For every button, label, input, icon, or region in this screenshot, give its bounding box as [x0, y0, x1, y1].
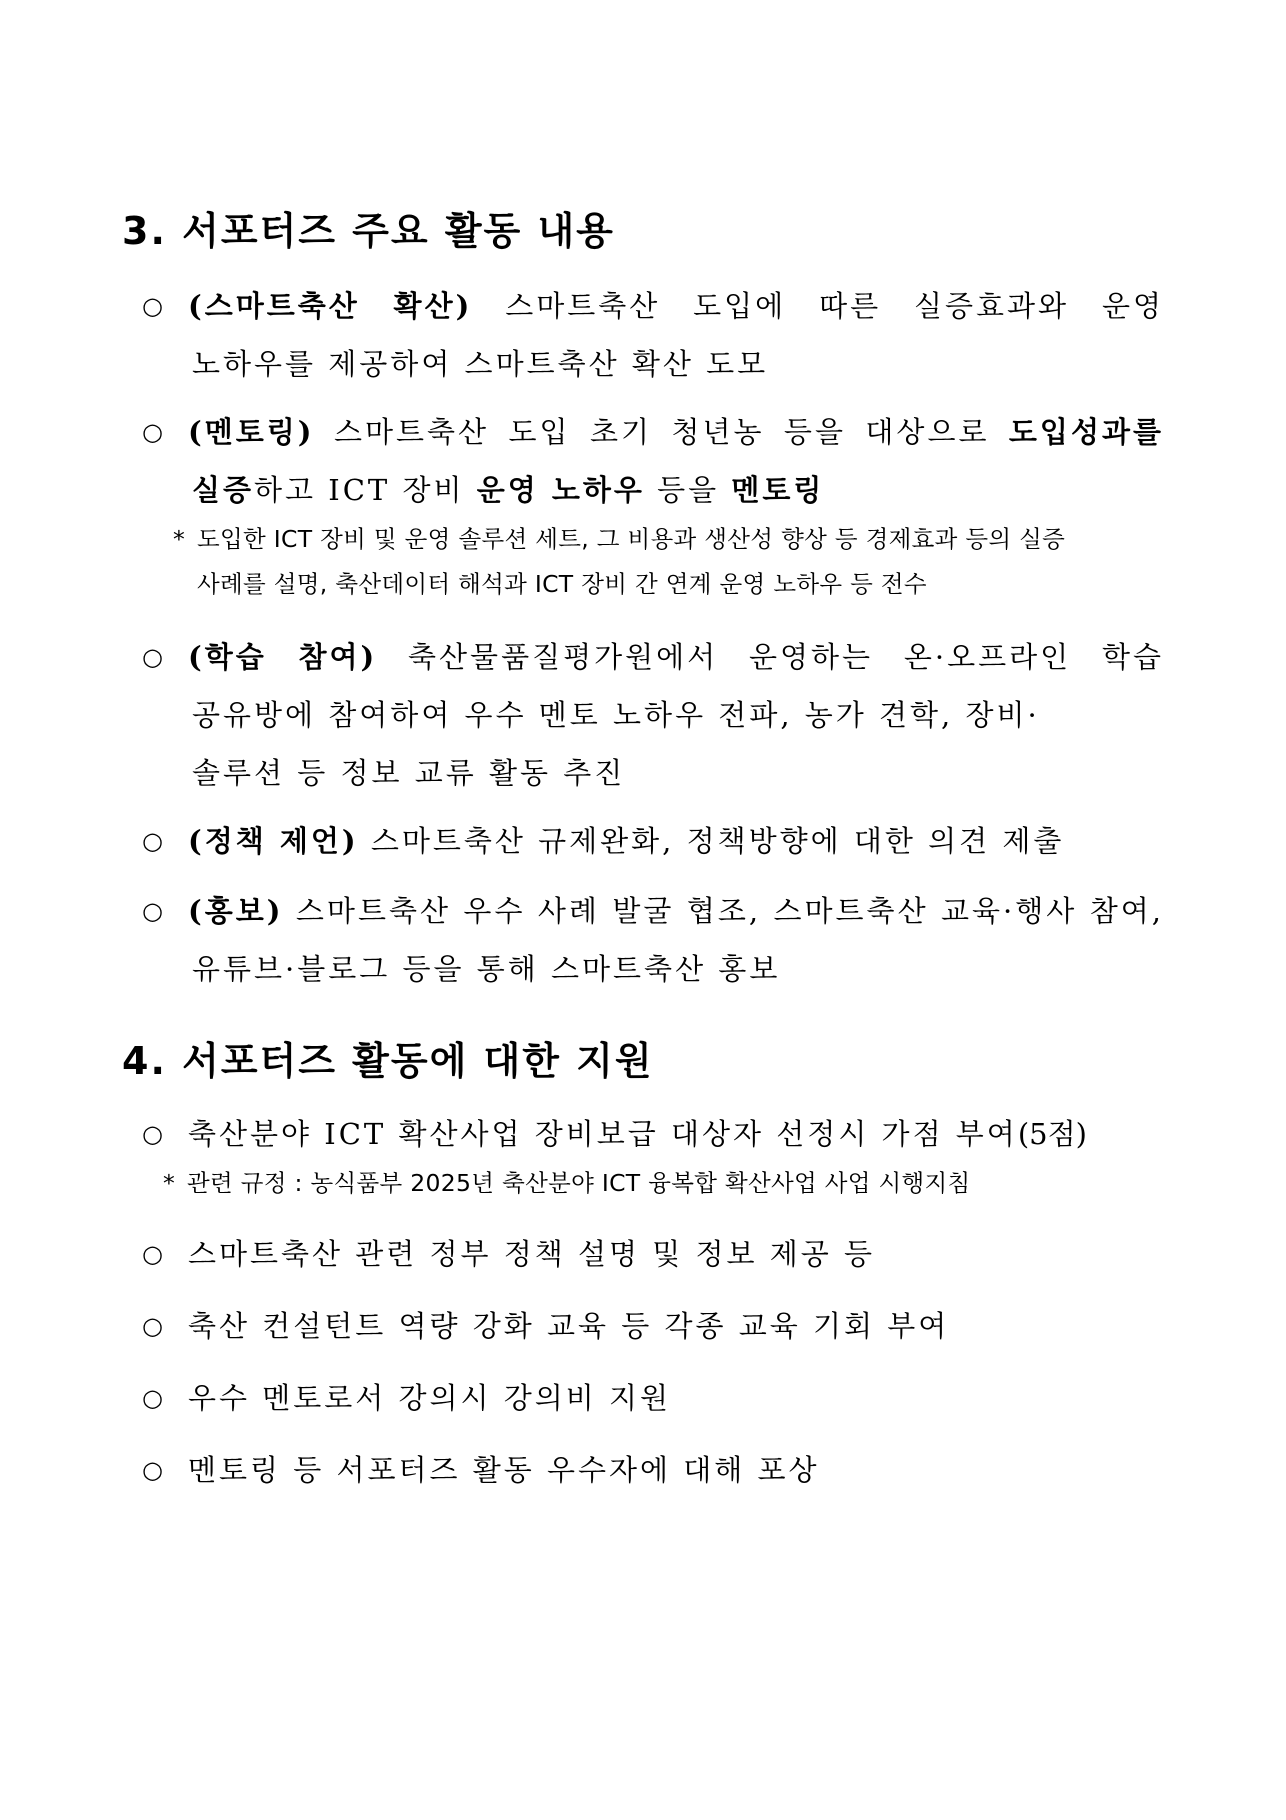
item-text: 축산물품질평가원에서 운영하는 온·오프라인 학습 [377, 640, 1164, 674]
section-3-item-promotion [142, 882, 1164, 998]
item-lead: (학습 참여) [188, 640, 378, 674]
item-line-3: 솔루션 등 정보 교류 활동 추진 [192, 756, 626, 790]
item-line-2 [142, 461, 1164, 519]
item-line-1 [142, 1105, 1164, 1163]
item-text: 스마트축산 규제완화, 정책방향에 대한 의견 제출 [358, 824, 1065, 858]
section-4-heading: 4. 서포터즈 활동에 대한 지원 [122, 1039, 654, 1083]
item-text: 스마트축산 관련 정부 정책 설명 및 정보 제공 등 [188, 1237, 876, 1271]
item-emphasis: 운영 노하우 [476, 473, 645, 507]
section-3-item-learning [142, 628, 1164, 802]
item-line-1 [142, 1369, 1164, 1427]
item-emphasis: 실증 [192, 473, 255, 507]
item-line-2: 노하우를 제공하여 스마트축산 확산 도모 [192, 347, 769, 381]
item-lead: (홍보) [188, 894, 284, 928]
item-text: 스마트축산 우수 사례 발굴 협조, 스마트축산 교육·행사 참여, [283, 894, 1164, 928]
mentoring-footnote [173, 516, 1065, 563]
item-line-1 [142, 1441, 1164, 1499]
item-line-1 [142, 1297, 1164, 1355]
item-suffix: (5점) [1017, 1117, 1087, 1151]
footnote-text: 도입한 ICT 장비 및 운영 솔루션 세트, 그 비용과 생산성 향상 등 경제효과 등의 실증 [197, 525, 1066, 553]
item-line-1 [142, 882, 1164, 940]
item-line-1 [142, 403, 1164, 461]
item-line-1 [142, 812, 1164, 870]
item-emphasis: 멘토링 [731, 473, 825, 507]
item-line-1 [142, 1225, 1164, 1283]
section-4-item-award [142, 1441, 1164, 1499]
bullet-circle-icon: ○ [142, 1120, 166, 1148]
bullet-circle-icon: ○ [142, 292, 166, 320]
footnote-asterisk: * [173, 525, 186, 553]
item-lead: (멘토링) [188, 415, 315, 449]
item-line-1 [142, 277, 1164, 335]
item-text: 멘토링 등 서포터즈 활동 우수자에 대해 포상 [188, 1453, 820, 1487]
bonus-points-footnote [163, 1160, 971, 1207]
section-4-item-policy-info [142, 1225, 1164, 1283]
item-text: 우수 멘토로서 강의시 강의비 지원 [188, 1381, 672, 1415]
item-lead: (스마트축산 확산) [188, 289, 473, 323]
bullet-circle-icon: ○ [142, 827, 166, 855]
item-emphasis: 도입성과를 [1008, 415, 1164, 449]
item-line-1 [142, 628, 1164, 686]
bullet-circle-icon: ○ [142, 643, 166, 671]
item-line-2: 유튜브·블로그 등을 통해 스마트축산 홍보 [192, 952, 781, 986]
section-4-item-education [142, 1297, 1164, 1355]
item-text: 축산분야 ICT 확산사업 장비보급 대상자 선정시 가점 부여 [188, 1117, 1018, 1151]
section-3-item-smart-livestock [142, 277, 1164, 393]
bullet-circle-icon: ○ [142, 1456, 166, 1484]
item-line-2: 공유방에 참여하여 우수 멘토 노하우 전파, 농가 견학, 장비· [192, 698, 1040, 732]
item-text: 스마트축산 도입에 따른 실증효과와 운영 [472, 289, 1164, 323]
item-text: 등을 [644, 473, 732, 507]
section-4-item-bonus-points [142, 1105, 1164, 1163]
item-text: 하고 ICT 장비 [254, 473, 477, 507]
footnote-text: 관련 규정 : 농식품부 2025년 축산분야 ICT 융복합 확산사업 사업 시행지침 [187, 1169, 971, 1197]
item-text: 축산 컨설턴트 역량 강화 교육 등 각종 교육 기회 부여 [188, 1309, 950, 1343]
section-4-item-lecture-fee [142, 1369, 1164, 1427]
bullet-circle-icon: ○ [142, 897, 166, 925]
section-3-item-policy [142, 812, 1164, 870]
bullet-circle-icon: ○ [142, 1312, 166, 1340]
item-text: 스마트축산 도입 초기 청년농 등을 대상으로 [314, 415, 1009, 449]
section-3-item-mentoring [142, 403, 1164, 519]
bullet-circle-icon: ○ [142, 1384, 166, 1412]
item-lead: (정책 제언) [188, 824, 359, 858]
footnote-asterisk: * [163, 1169, 176, 1197]
bullet-circle-icon: ○ [142, 418, 166, 446]
bullet-circle-icon: ○ [142, 1240, 166, 1268]
mentoring-footnote-continued: 사례를 설명, 축산데이터 해석과 ICT 장비 간 연계 운영 노하우 등 전수 [197, 570, 927, 598]
section-3-heading: 3. 서포터즈 주요 활동 내용 [122, 209, 615, 253]
